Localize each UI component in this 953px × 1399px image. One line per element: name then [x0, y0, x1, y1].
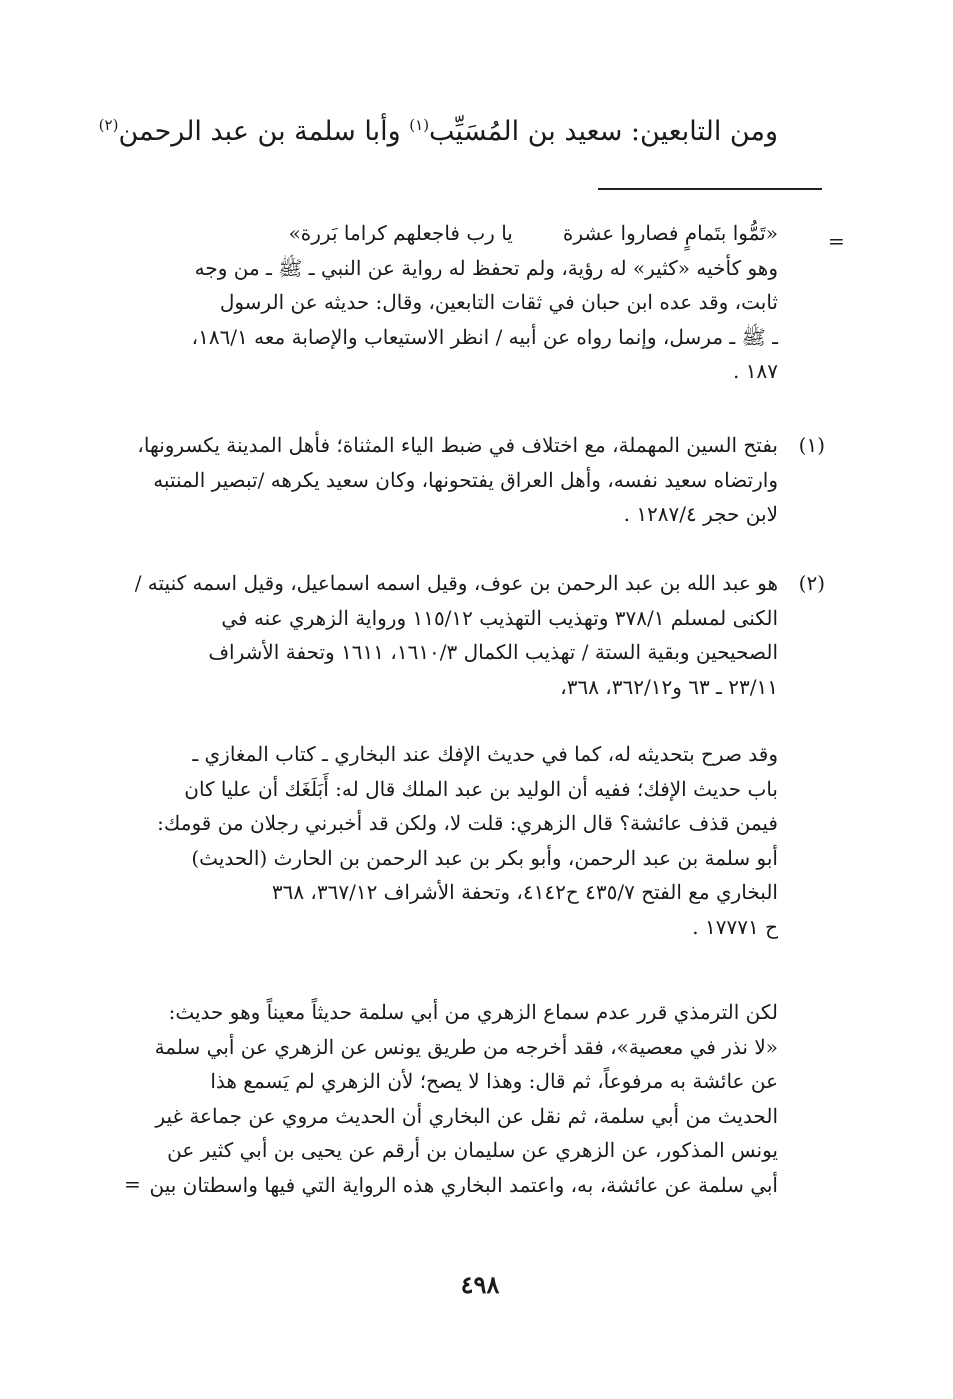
footnote-continuation — [128, 216, 778, 389]
page-number: ٤٩٨ — [460, 1270, 500, 1299]
footnote-line: «لا نذر في معصية»، فقد أخرجه من طريق يونس عن الزهري عن أبي سلمة — [154, 1034, 778, 1059]
footnote-ref-2: (٢) — [98, 116, 119, 134]
footnote-line: وهو كأخيه «كثير» له رؤية، ولم تحفظ له رواية عن النبي ـ ﷺ ـ من وجه — [194, 255, 778, 280]
verse-hemistich-2: يا رب فاجعلهم كراما بَررة» — [288, 221, 513, 245]
continuation-end-marker: = — [124, 1172, 141, 1196]
footnote-line: وقد صرح بتحديثه له، كما في حديث الإفك عند البخاري ـ كتاب المغازي ـ — [192, 742, 778, 766]
footnote-ref-1: (١) — [409, 116, 430, 134]
footnote-line: لكن الترمذي قرر عدم سماع الزهري من أبي سلمة حديثاً معيناً وهو حديث: — [168, 1000, 778, 1024]
footnote-separator — [598, 188, 822, 190]
footnote-line: باب حديث الإفك؛ ففيه أن الوليد بن عبد الملك قال له: أَبَلَغَك أن عليا كان — [184, 776, 778, 801]
footnote-1-marker: (١) — [798, 433, 825, 457]
footnote-line: الكنى لمسلم ٣٧٨/١ وتهذيب التهذيب ١١٥/١٢ ورواية الزهري عنه في — [221, 605, 778, 630]
verse-line — [128, 216, 778, 251]
footnote-2-paragraph-tirmidhi — [128, 995, 778, 1202]
footnote-line: عن عائشة به مرفوعاً، ثم قال: وهذا لا يصح؛ لأن الزهري لم يَسمع هذا — [210, 1069, 778, 1093]
footnote-line: وارتضاه سعيد نفسه، وأهل العراق يفتحونها، وكان سعيد يكرهه /تبصير المنتبه — [153, 467, 778, 492]
footnote-line: ٢٣/١١ ـ ٦٣ و٣٦٢/١٢، ٣٦٨، — [560, 674, 778, 699]
verse-hemistich-1: «تَمُّوا بتَمامٍ فصاروا عشرة — [562, 221, 778, 245]
footnote-line: الحديث من أبي سلمة، ثم نقل عن البخاري أن الحديث مروي عن جماعة غير — [155, 1103, 778, 1128]
footnote-line: الصحيحين وبقية الستة / تهذيب الكمال ١٦١٠/٣، ١٦١١ وتحفة الأشراف — [208, 640, 778, 664]
footnote-line: ثابت، وقد عده ابن حبان في ثقات التابعين، وقال: حديثه عن الرسول — [219, 290, 778, 314]
footnote-1 — [128, 428, 778, 532]
footnote-line: ـ ﷺ ـ مرسل، وإنما رواه عن أبيه / انظر الاستيعاب والإصابة معه ١٨٦/١، — [191, 324, 778, 349]
footnote-line: لابن حجر ١٢٨٧/٤ . — [623, 502, 778, 526]
main-text: ومن التابعين: سعيد بن المُسَيِّب — [429, 116, 778, 147]
footnote-line: هو عبد الله بن عبد الرحمن بن عوف، وقيل اسمه اسماعيل، وقيل اسمه كنيته / — [134, 571, 778, 595]
footnote-2 — [128, 566, 778, 704]
footnote-line: ١٨٧ . — [733, 359, 778, 383]
footnote-line: ح ١٧٧٧١ . — [692, 914, 778, 939]
footnote-line: أبو سلمة بن عبد الرحمن، وأبو بكر بن عبد الرحمن بن الحارث (الحديث) — [191, 845, 778, 870]
footnote-line: أبي سلمة عن عائشة، به، واعتمد البخاري هذه الرواية التي فيها واسطتان بين — [149, 1172, 778, 1197]
main-text-continued: وأبا سلمة بن عبد الرحمن — [118, 116, 410, 147]
continuation-marker: = — [828, 229, 845, 253]
footnote-line: فيمن قذف عائشة؟ قال الزهري: قلت لا، ولكن قد أخبرني رجلان من قومك: — [157, 811, 778, 835]
main-text-line — [98, 100, 778, 157]
footnote-2-marker: (٢) — [798, 571, 825, 595]
footnote-line: يونس المذكور، عن الزهري عن سليمان بن أرقم عن يحيى بن أبي كثير عن — [167, 1138, 778, 1162]
footnote-line: البخاري مع الفتح ٤٣٥/٧ ح٤١٤٢، وتحفة الأشراف ٣٦٧/١٢، ٣٦٨ — [271, 880, 778, 904]
footnote-2-paragraph-bukhari — [128, 737, 778, 944]
footnote-line: بفتح السين المهملة، مع اختلاف في ضبط الياء المثناة؛ فأهل المدينة يكسرونها، — [137, 433, 778, 457]
